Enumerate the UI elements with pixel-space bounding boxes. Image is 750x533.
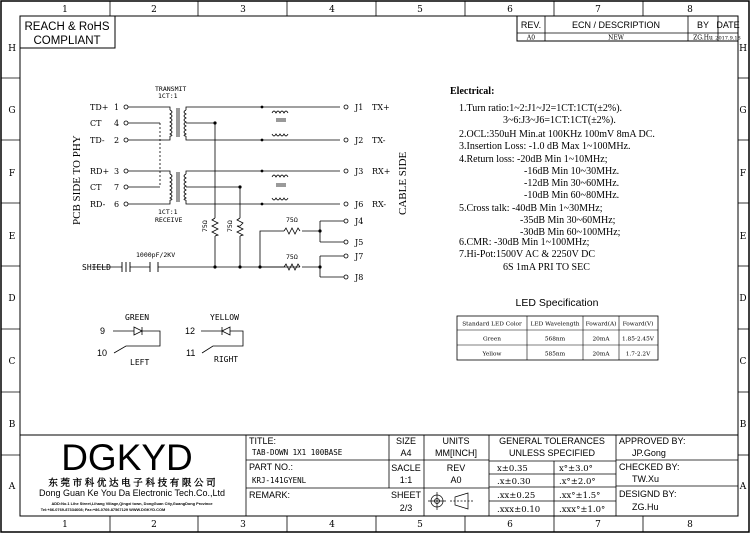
pin-number: 4 xyxy=(114,119,120,128)
pin-name: TD- xyxy=(90,136,105,145)
company-address: ADD:No.1 Lihe Street,Lihang Village,Qingxi town, DongGuan City,GuangDong Province xyxy=(51,501,213,506)
right-pin-circles xyxy=(344,105,348,279)
pin-number: 7 xyxy=(114,183,120,192)
pin-name: CT xyxy=(90,183,102,192)
row-label-right: H xyxy=(739,44,747,54)
led-spec-header: Standard LED Color xyxy=(462,321,522,328)
led-pin: 9 xyxy=(100,326,106,336)
col-label-bottom: 5 xyxy=(417,520,423,530)
units-value: MM[INCH] xyxy=(435,448,477,458)
col-label-bottom: 6 xyxy=(507,520,513,530)
company-contact: Tel:+86-0769-87334608; Fax:+86-0769-87567129 WWW.DGKYD.COM xyxy=(40,507,166,512)
checked-label: CHECKED BY: xyxy=(619,462,680,472)
title-label: TITLE: xyxy=(249,436,277,446)
led-pin: 11 xyxy=(186,348,196,358)
spec-line: 3~6:J3~J6=1CT:1CT(±2%). xyxy=(503,115,616,126)
cable-side-label: CABLE SIDE xyxy=(397,151,409,215)
col-label-top: 4 xyxy=(329,5,335,15)
col-label-top: 5 xyxy=(417,5,423,15)
tolerance-angular: .x°±2.0° xyxy=(559,477,596,487)
pin-number: 1 xyxy=(114,103,120,112)
spec-line: 1.Turn ratio:1~2:J1~J2=1CT:1CT(±2%). xyxy=(459,103,623,114)
led-color-label: YELLOW xyxy=(210,313,239,322)
spec-line: 4.Return loss: -20dB Min 1~10MHz; xyxy=(459,154,608,165)
pin-number: 2 xyxy=(114,136,120,145)
col-label-top: 3 xyxy=(240,5,246,15)
pin-name: TX- xyxy=(372,136,386,145)
horizontal-resistors xyxy=(284,228,300,270)
approved-label: APPROVED BY: xyxy=(619,436,686,446)
led-spec-table xyxy=(457,297,658,360)
part-value: KRJ-141GYENL xyxy=(252,476,307,485)
col-label-top: 6 xyxy=(507,5,513,15)
transmit-ratio: 1CT:1 xyxy=(158,92,178,100)
rev-value: A0 xyxy=(526,34,536,42)
col-label-bottom: 1 xyxy=(62,520,68,530)
pin-id: J7 xyxy=(355,252,364,261)
tolerance-linear: .x±0.30 xyxy=(497,477,531,487)
pin-name: CT xyxy=(90,119,102,128)
led-spec-header: Foward(A) xyxy=(585,321,617,328)
row-label-right: C xyxy=(739,357,747,367)
transmit-label: TRANSMIT xyxy=(155,85,187,93)
pin-id: J8 xyxy=(355,273,364,282)
electrical-title: Electrical: xyxy=(450,86,495,97)
row-label-right: E xyxy=(739,232,747,242)
tolerance-angular: x°±3.0° xyxy=(559,464,593,474)
ecn-value: NEW xyxy=(608,34,624,42)
schematic xyxy=(71,85,409,282)
by-value: ZG.Hu xyxy=(693,34,713,42)
tolerance-title: GENERAL TOLERANCES xyxy=(499,436,605,446)
row-label-left: F xyxy=(8,169,16,179)
col-label-bottom: 8 xyxy=(687,520,693,530)
pin-id: J4 xyxy=(355,217,364,226)
pin-id: J3 xyxy=(355,167,364,176)
scale-value: 1:1 xyxy=(399,475,413,485)
resistor-label: 75Ω xyxy=(201,220,209,232)
rev-header: REV. xyxy=(520,20,542,30)
led-pin: 12 xyxy=(185,326,196,336)
led-side-label: LEFT xyxy=(130,358,150,367)
resistor-label: 75Ω xyxy=(286,253,298,261)
revision-table xyxy=(517,16,741,42)
led-spec-header: Foward(V) xyxy=(622,321,654,328)
pin-name: RD- xyxy=(90,200,106,209)
led-color-label: GREEN xyxy=(125,313,150,322)
compliance-line1: REACH & RoHS xyxy=(24,21,110,33)
rev-label: REV xyxy=(446,463,466,473)
spec-line: -35dB Min 30~60MHz; xyxy=(520,215,616,226)
led-spec-cell: Yellow xyxy=(482,351,502,358)
row-label-left: C xyxy=(8,357,16,367)
part-label: PART NO.: xyxy=(249,462,294,472)
remark-label: REMARK: xyxy=(249,490,291,500)
compliance-box xyxy=(20,16,115,48)
sheet-label: SHEET xyxy=(390,490,422,500)
pin-name: RX- xyxy=(372,200,387,209)
col-label-bottom: 2 xyxy=(151,520,157,530)
left-pin-labels xyxy=(90,103,119,209)
row-label-left: G xyxy=(8,106,16,116)
spec-line: -10dB Min 60~80MHz. xyxy=(524,190,620,201)
led-diagrams xyxy=(97,313,243,367)
spec-line: 6.CMR: -30dB Min 1~100MHz; xyxy=(459,237,590,248)
led-spec-header: LED Wavelength xyxy=(530,321,580,328)
transformer-coils xyxy=(170,110,288,200)
led-spec-cell: 568nm xyxy=(544,336,566,343)
row-label-right: G xyxy=(739,106,747,116)
compliance-line2: COMPLIANT xyxy=(33,35,101,47)
designed-value: ZG.Hu xyxy=(632,502,659,512)
col-label-top: 7 xyxy=(595,5,601,15)
company-logo: DGKYD xyxy=(61,437,193,478)
pin-name: TX+ xyxy=(372,103,390,112)
units-label: UNITS xyxy=(442,436,470,446)
projection-symbol-icon xyxy=(428,492,473,510)
spec-line: -30dB Min 60~100MHz; xyxy=(520,227,621,238)
title-block xyxy=(20,435,738,516)
row-label-left: D xyxy=(8,294,16,304)
scale-label: SACLE xyxy=(391,463,421,473)
left-pin-circles xyxy=(124,105,128,206)
col-label-bottom: 3 xyxy=(240,520,246,530)
led-spec-cell: 20mA xyxy=(592,351,610,358)
tolerance-subtitle: UNLESS SPECIFIED xyxy=(508,448,596,458)
col-label-bottom: 4 xyxy=(329,520,335,530)
pin-name: TD+ xyxy=(90,103,109,112)
led-side-label: RIGHT xyxy=(214,355,239,364)
spec-line: 5.Cross talk: -40dB Min 1~30MHz; xyxy=(459,203,603,214)
col-label-bottom: 7 xyxy=(595,520,601,530)
pin-id: J2 xyxy=(355,136,364,145)
company-name-cn: 东 莞 市 科 优 达 电 子 科 技 有 限 公 司 xyxy=(48,478,216,489)
led-spec-title: LED Specification xyxy=(515,297,599,309)
spec-line: 2.OCL:350uH Min.at 100KHz 100mV 8mA DC. xyxy=(459,129,655,140)
by-header: BY xyxy=(696,20,710,30)
right-pin-labels xyxy=(354,103,390,282)
tolerance-linear: x±0.35 xyxy=(497,464,528,474)
resistor-label: 75Ω xyxy=(226,220,234,232)
pin-name: RD+ xyxy=(90,167,110,176)
date-header: DATE xyxy=(716,20,740,30)
col-label-top: 2 xyxy=(151,5,157,15)
date-value: 2017.9.18 xyxy=(715,35,741,42)
ecn-header: ECN / DESCRIPTION xyxy=(571,20,661,30)
row-label-left: H xyxy=(8,44,16,54)
resistor-label: 75Ω xyxy=(286,216,298,224)
row-label-right: D xyxy=(739,294,747,304)
pin-id: J1 xyxy=(355,103,364,112)
row-label-left: A xyxy=(8,482,16,492)
tolerance-linear: .xx±0.25 xyxy=(497,491,536,501)
tolerance-linear: .xxx±0.10 xyxy=(497,505,541,515)
row-label-left: E xyxy=(8,232,16,242)
spec-line: 3.Insertion Loss: -1.0 dB Max 1~100MHz. xyxy=(459,141,631,152)
title-value: TAB-DOWN 1X1 100BASE xyxy=(252,448,343,457)
size-label: SIZE xyxy=(395,436,417,446)
shield-label: SHIELD xyxy=(82,263,111,272)
capacitor-label: 1000pF/2KV xyxy=(136,251,176,259)
row-label-left: B xyxy=(8,420,16,430)
spec-line: 7.Hi-Pot:1500V AC & 2250V DC xyxy=(459,249,596,260)
tolerance-angular: .xxx°±1.0° xyxy=(559,505,606,515)
row-label-right: F xyxy=(739,169,747,179)
rev-value: A0 xyxy=(450,475,462,485)
pin-name: RX+ xyxy=(372,167,391,176)
designed-label: DESIGND BY: xyxy=(619,489,677,499)
led-spec-cell: 1.85-2.45V xyxy=(622,336,654,343)
electrical-specs xyxy=(450,86,655,273)
sheet-value: 2/3 xyxy=(399,503,413,513)
led-spec-cell: Green xyxy=(483,336,501,343)
approved-value: JP.Gong xyxy=(632,448,666,458)
tolerance-angular: .xx°±1.5° xyxy=(559,491,601,501)
led-spec-cell: 585nm xyxy=(544,351,566,358)
pin-number: 3 xyxy=(114,167,120,176)
led-pin: 10 xyxy=(97,348,108,358)
pin-id: J6 xyxy=(355,200,364,209)
checked-value: TW.Xu xyxy=(632,474,660,484)
col-label-top: 1 xyxy=(62,5,68,15)
wiring xyxy=(92,107,344,277)
row-label-right: A xyxy=(739,482,747,492)
company-name-en: Dong Guan Ke You Da Electronic Tech.Co.,Ltd xyxy=(39,488,225,498)
pcb-side-label: PCB SIDE TO PHY xyxy=(71,135,83,225)
col-label-top: 8 xyxy=(687,5,693,15)
led-spec-cell: 20mA xyxy=(592,336,610,343)
spec-line: -16dB Min 10~30MHz. xyxy=(524,166,620,177)
receive-label: RECEIVE xyxy=(155,216,183,224)
row-label-right: B xyxy=(739,420,747,430)
pin-id: J5 xyxy=(355,238,364,247)
receive-ratio: 1CT:1 xyxy=(158,208,178,216)
pin-number: 6 xyxy=(114,200,120,209)
led-spec-cell: 1.7-2.2V xyxy=(625,351,651,358)
spec-line: 6S 1mA PRI TO SEC xyxy=(503,262,590,273)
spec-line: -12dB Min 30~60MHz. xyxy=(524,178,620,189)
size-value: A4 xyxy=(400,448,412,458)
